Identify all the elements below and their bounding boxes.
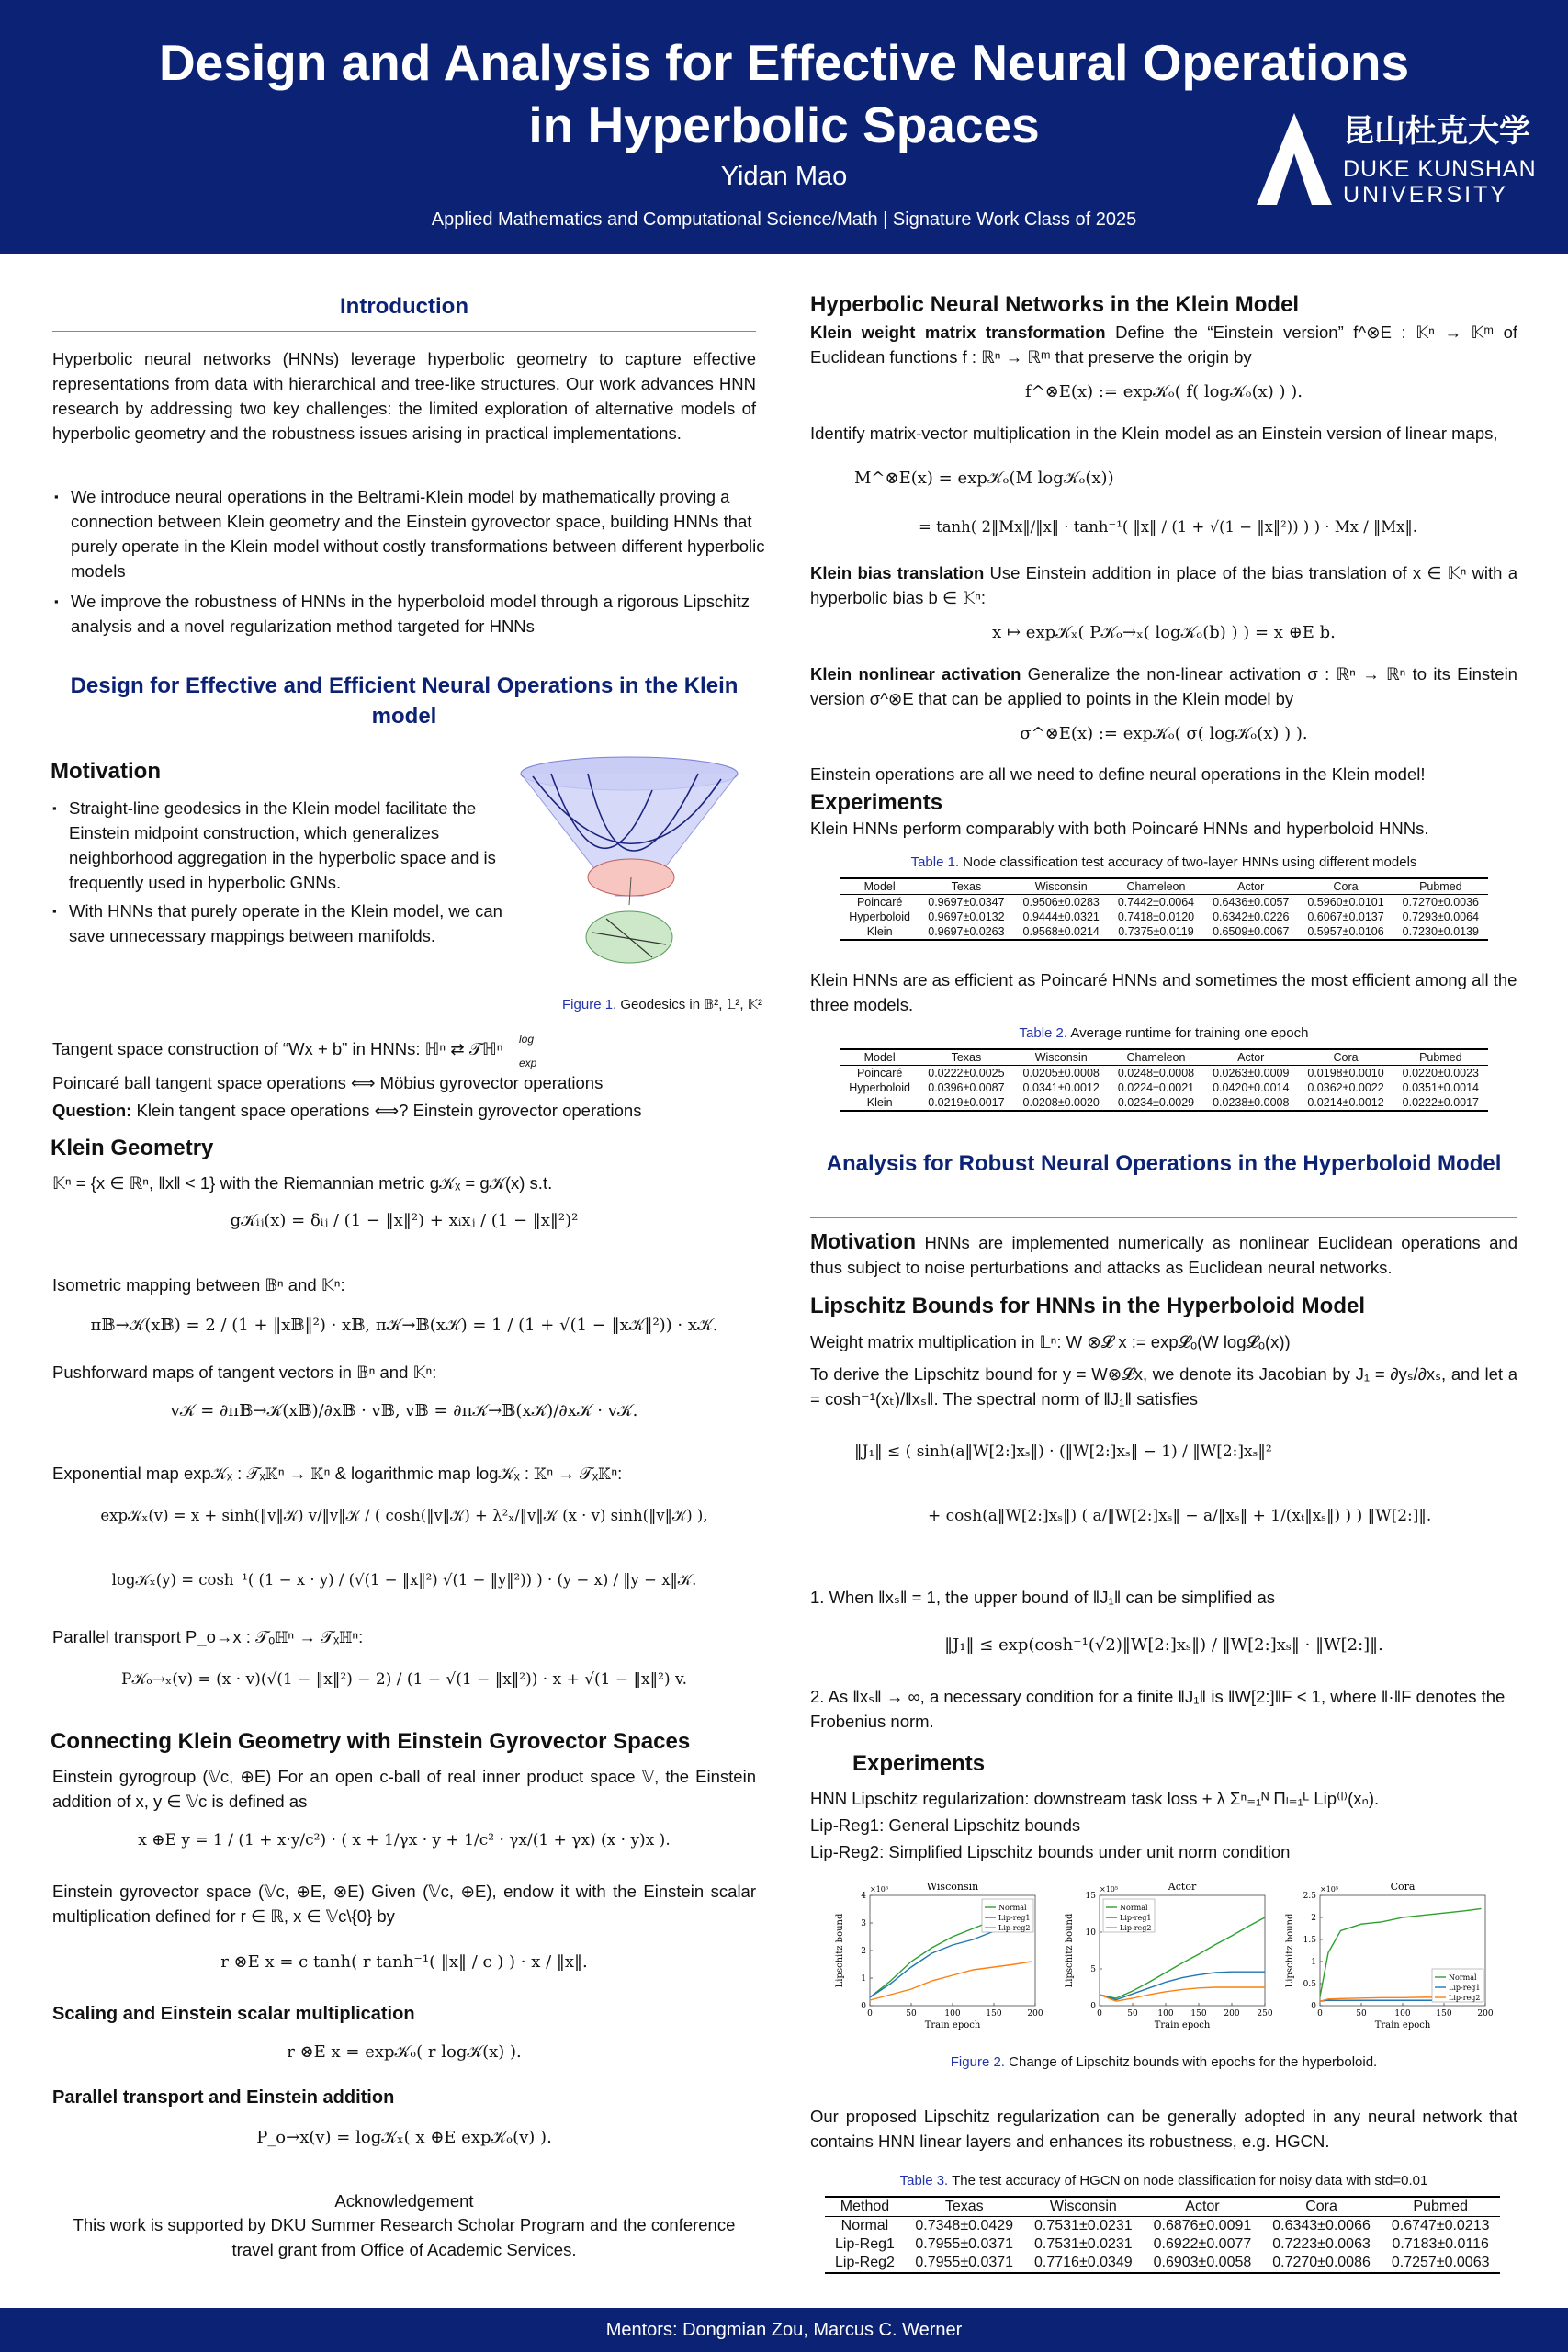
intro-heading: Introduction [340, 294, 468, 319]
y-tick-label: 1 [861, 1974, 866, 1984]
klein-bias-label: Klein bias translation [810, 563, 985, 582]
y-tick-label: 2 [861, 1947, 866, 1956]
x-tick-label: 150 [1436, 2009, 1452, 2018]
legend-label: Lip-reg1 [998, 1914, 1031, 1922]
table-cell: 0.6922±0.0077 [1153, 2236, 1252, 2252]
ack-text: This work is supported by DKU Summer Research Scholar Program and the conference travel grant from Office of Academic Services. [73, 2215, 736, 2259]
legend-label: Lip-reg1 [1120, 1914, 1152, 1922]
table-cell: Lip-Reg1 [834, 2236, 895, 2252]
table-header: Actor [1185, 2199, 1220, 2214]
scaling-eq: r ⊗E x = exp𝒦ₒ( r log𝒦(x) ). [287, 2042, 522, 2062]
author: Yidan Mao [720, 162, 848, 191]
table-cell: 0.0238±0.0008 [1213, 1096, 1290, 1109]
table-cell: 0.7348±0.0429 [915, 2218, 1014, 2233]
table-row [840, 924, 1488, 940]
lipschitz-item1: 1. When ‖xₛ‖ = 1, the upper bound of ‖J₁‖ can be simplified as [810, 1588, 1275, 1607]
lipschitz-chart-cora [1281, 1879, 1497, 2044]
lipschitz-heading: Lipschitz Bounds for HNNs in the Hyperboloid Model [810, 1294, 1365, 1318]
table-cell: 0.0222±0.0017 [1402, 1096, 1479, 1109]
series-line-lip-reg1 [1100, 1972, 1265, 1999]
table-cell: 0.0234±0.0029 [1117, 1096, 1195, 1109]
robust-motivation [810, 1229, 1517, 1280]
y-multiplier: ×10⁵ [1100, 1885, 1119, 1894]
table-cell: Lip-Reg2 [834, 2255, 895, 2270]
table-cell: 0.9444±0.0321 [1022, 910, 1100, 923]
x-axis-label: Train epoch [1374, 2020, 1431, 2030]
matvec-eq2: = tanh( 2‖Mx‖/‖x‖ · tanh⁻¹( ‖x‖ / (1 + √(1 − ‖x‖²)) ) ) · Mx / ‖Mx‖. [919, 518, 1417, 536]
table1-caption [810, 854, 1517, 870]
university-logo [1251, 106, 1554, 211]
question-text: Klein tangent space operations ⟺? Einstein gyrovector operations [131, 1101, 642, 1120]
x-tick-label: 50 [1127, 2009, 1138, 2018]
table-row [825, 2217, 1500, 2236]
mentors: Mentors: Dongmian Zou, Marcus C. Werner [605, 2320, 963, 2340]
affiliation: Applied Mathematics and Computational Science/Math | Signature Work Class of 2025 [431, 209, 1137, 230]
intro-bullet: ▪ We introduce neural operations in the Beltrami-Klein model by mathematically proving a connection between Klein geometry and the Einstein gyrovector space, building HNNs that purely operate in the Klein model without costly transformations between different hyperbolic models [71, 484, 774, 583]
klein-act-label: Klein nonlinear activation [810, 664, 1021, 684]
klein-hnn-heading: Hyperbolic Neural Networks in the Klein Model [810, 292, 1300, 317]
table-header: Chameleon [1126, 880, 1186, 893]
lipschitz-item1-eq: ‖J₁‖ ≤ exp(cosh⁻¹(√2)‖W[2:]xₛ‖) / ‖W[2:]xₛ‖ · ‖W[2:]‖. [944, 1635, 1383, 1655]
table-cell: 0.0198±0.0010 [1307, 1067, 1384, 1080]
legend-label: Lip-reg1 [1449, 1984, 1481, 1992]
tangent-line-text: Tangent space construction of “Wx + b” in HNNs: ℍⁿ ⇄ 𝒯ℍⁿ [52, 1039, 503, 1058]
lipschitz-item2: 2. As ‖xₛ‖ → ∞, a necessary condition for a finite ‖J₁‖ is ‖W[2:]‖F < 1, where ‖·‖F denotes the Frobenius norm. [810, 1687, 1506, 1731]
table-cell: 0.7716±0.0349 [1034, 2255, 1133, 2270]
isometric-label: Isometric mapping between 𝔹ⁿ and 𝕂ⁿ: [52, 1275, 345, 1295]
klein-weight-label: Klein weight matrix transformation [810, 322, 1106, 342]
question-label: Question: [52, 1101, 132, 1120]
table-cell: Klein [866, 925, 893, 938]
y-axis-label: Lipschitz bound [835, 1913, 845, 1988]
matvec-text: Identify matrix-vector multiplication in the Klein model as an Einstein version of linear maps, [810, 424, 1498, 443]
table-header: Wisconsin [1034, 1051, 1088, 1064]
y-axis-label: Lipschitz bound [1065, 1913, 1075, 1988]
x-tick-label: 100 [1157, 2009, 1174, 2018]
motivation-heading: Motivation [51, 759, 161, 784]
table-cell: 0.6436±0.0057 [1213, 896, 1290, 909]
table-cell: 0.6903±0.0058 [1153, 2255, 1252, 2270]
table-header: Cora [1333, 880, 1359, 893]
table1-caption-text: Node classification test accuracy of two-layer HNNs using different models [963, 854, 1417, 870]
table-cell: 0.7257±0.0063 [1391, 2255, 1490, 2270]
y-tick-label: 10 [1085, 1928, 1096, 1938]
table1-header-row [840, 878, 1488, 895]
table-cell: 0.6067±0.0137 [1307, 910, 1384, 923]
table-header: Actor [1237, 880, 1265, 893]
table-header: Model [863, 1051, 896, 1064]
x-tick-label: 100 [1394, 2009, 1411, 2018]
table-cell: 0.0220±0.0023 [1402, 1067, 1479, 1080]
experiments2-heading: Experiments [852, 1751, 986, 1776]
klein-weight-body: Define the “Einstein version” f^⊗E : 𝕂ⁿ → 𝕂ᵐ of Euclidean functions f : ℝⁿ → ℝᵐ that preserve the origin by [810, 322, 1517, 367]
table-cell: 0.0351±0.0014 [1402, 1081, 1479, 1094]
table1-label: Table 1. [910, 854, 960, 870]
x-tick-label: 200 [1477, 2009, 1494, 2018]
scaling-heading: Scaling and Einstein scalar multiplication [52, 2004, 415, 2024]
poincare-line: Poincaré ball tangent space operations ⟺ Möbius gyrovector operations [52, 1073, 604, 1092]
intro-bullets [52, 484, 774, 639]
exp-map-eq: exp𝒦ₓ(v) = x + sinh(‖v‖𝒦) v/‖v‖𝒦 / ( cosh(‖v‖𝒦) + λ²ₓ/‖v‖𝒦 (x · v) sinh(‖v‖𝒦) ), [100, 1507, 708, 1524]
conclusion-text: Our proposed Lipschitz regularization can be generally adopted in any neural network that contains HNN linear layers and enhances its robustness, e.g. HGCN. [810, 2107, 1517, 2151]
table-header: Cora [1333, 1051, 1359, 1064]
intro-rule [52, 331, 756, 332]
ptadd-eq: P_o→x(v) = log𝒦ₓ( x ⊕E exp𝒦ₒ(v) ). [256, 2128, 552, 2147]
lipschitz-bound-eq2: + cosh(a‖W[2:]xₛ‖) ( a/‖W[2:]xₛ‖ − a/‖xₛ‖ + 1/(xₜ‖xₛ‖) ) ) ‖W[2:]‖. [928, 1507, 1432, 1525]
poster-header [0, 0, 1568, 254]
x-tick-label: 50 [1356, 2009, 1367, 2018]
intro-bullet: ▪ We improve the robustness of HNNs in the hyperboloid model through a rigorous Lipschitz analysis and a novel regularization method targeted for HNNs [71, 589, 774, 639]
exp-log-label: Exponential map exp𝒦ₓ : 𝒯ₓ𝕂ⁿ → 𝕂ⁿ & logarithmic map log𝒦ₓ : 𝕂ⁿ → 𝒯ₓ𝕂ⁿ: [52, 1464, 623, 1483]
figure2-caption-text: Change of Lipschitz bounds with epochs for the hyperboloid. [1009, 2054, 1378, 2070]
table-header: Texas [951, 1051, 982, 1064]
table2-caption [810, 1025, 1517, 1041]
x-tick-label: 0 [1097, 2009, 1102, 2018]
y-tick-label: 0 [1090, 2002, 1096, 2011]
table3-caption [810, 2173, 1517, 2188]
table-cell: 0.7531±0.0231 [1034, 2236, 1133, 2252]
table-cell: 0.0214±0.0012 [1307, 1096, 1384, 1109]
legend-label: Normal [1449, 1973, 1477, 1982]
logo-triangle-icon [1251, 106, 1338, 207]
table-cell: 0.0248±0.0008 [1117, 1067, 1195, 1080]
table-cell: 0.7442±0.0064 [1117, 896, 1195, 909]
y-tick-label: 1 [1311, 1958, 1316, 1967]
x-tick-label: 0 [867, 2009, 873, 2018]
klein-closing: Einstein operations are all we need to define neural operations in the Klein model! [810, 764, 1426, 784]
y-tick-label: 1.5 [1303, 1936, 1316, 1945]
table-header: Pubmed [1413, 2199, 1468, 2214]
x-tick-label: 150 [986, 2009, 1002, 2018]
legend-label: Normal [1120, 1904, 1148, 1912]
regularization-text: HNN Lipschitz regularization: downstream task loss + λ Σⁿ₌₁ᴺ Πₗ₌₁ᴸ Lip⁽ˡ⁾(xₙ). [810, 1789, 1380, 1808]
x-axis-label: Train epoch [924, 2020, 981, 2030]
figure1-geodesics [514, 753, 744, 978]
y-axis-label: Lipschitz bound [1285, 1913, 1295, 1988]
poster-title-line2: in Hyperbolic Spaces [528, 96, 1040, 153]
table-cell: 0.7955±0.0371 [915, 2255, 1014, 2270]
robust-rule [810, 1217, 1517, 1218]
table-row [825, 2235, 1500, 2254]
table-cell: Normal [840, 2218, 889, 2233]
logo-english-name-1: DUKE KUNSHAN [1343, 156, 1537, 182]
figure1-caption [514, 996, 762, 1012]
table-cell: Hyperboloid [849, 1081, 910, 1094]
logo-english-name-2: UNIVERSITY [1343, 182, 1509, 208]
tangent-exp: exp [519, 1057, 537, 1069]
y-tick-label: 2 [1311, 1914, 1316, 1923]
table-cell: Poincaré [856, 1067, 903, 1080]
table-header: Cora [1305, 2199, 1337, 2214]
tangent-line [52, 1033, 756, 1069]
table2 [840, 1048, 1488, 1112]
jacobian-text: To derive the Lipschitz bound for y = W⊗𝓛x, we denote its Jacobian by J₁ = ∂yₛ/∂xₛ, and let a = cosh⁻¹(xₜ)/‖xₛ‖. The spectral norm of ‖J₁‖ satisfies [810, 1364, 1517, 1408]
log-map-eq: log𝒦ₓ(y) = cosh⁻¹( (1 − x · y) / (√(1 − ‖x‖²) √(1 − ‖y‖²)) ) · (y − x) / ‖y − x‖𝒦. [111, 1571, 697, 1589]
y-tick-label: 0 [861, 2002, 866, 2011]
klein-definition: 𝕂ⁿ = {x ∈ ℝⁿ, ‖x‖ < 1} with the Riemannian metric g𝒦ₓ = g𝒦(x) s.t. [52, 1173, 553, 1193]
table-cell: 0.6509±0.0067 [1213, 925, 1290, 938]
table-header: Pubmed [1419, 1051, 1462, 1064]
motivation-bullet: ▪ Straight-line geodesics in the Klein model facilitate the Einstein midpoint construction, which generalizes neighborhood aggregation in the hyperbolic space and is frequently used in hyperbolic GNNs. [69, 796, 510, 895]
table-cell: 0.9697±0.0132 [928, 910, 1005, 923]
table-cell: 0.5957±0.0106 [1307, 925, 1384, 938]
table-cell: 0.7531±0.0231 [1034, 2218, 1133, 2233]
y-tick-label: 15 [1085, 1892, 1096, 1901]
klein-metric-eq: g𝒦ᵢⱼ(x) = δᵢⱼ / (1 − ‖x‖²) + xᵢxⱼ / (1 − ‖x‖²)² [230, 1211, 579, 1230]
table-cell: Poincaré [856, 896, 903, 909]
motivation-bullet: ▪ With HNNs that purely operate in the Klein model, we can save unnecessary mappings between manifolds. [69, 899, 510, 948]
table-header: Pubmed [1419, 880, 1462, 893]
table-cell: 0.0222±0.0025 [928, 1067, 1005, 1080]
table-row [840, 1066, 1488, 1081]
table-row [840, 895, 1488, 910]
figure1-label: Figure 1. [562, 997, 617, 1012]
lip-reg2-text: Lip-Reg2: Simplified Lipschitz bounds under unit norm condition [810, 1842, 1291, 1861]
logo-chinese-name: 昆山杜克大学 [1343, 113, 1530, 150]
klein-act-eq: σ^⊗E(x) := exp𝒦ₒ( σ( log𝒦ₒ(x) ) ). [1020, 724, 1308, 743]
table-cell: 0.7230±0.0139 [1402, 925, 1479, 938]
y-tick-label: 4 [861, 1892, 866, 1901]
efficiency-text: Klein HNNs are as efficient as Poincaré HNNs and sometimes the most efficient among all the three models. [810, 970, 1517, 1014]
table-cell: 0.6342±0.0226 [1213, 910, 1290, 923]
table-header: Model [863, 880, 896, 893]
table-cell: 0.6343±0.0066 [1272, 2218, 1371, 2233]
table-header: Method [840, 2199, 890, 2214]
gyrogroup-text: Einstein gyrogroup (𝕍c, ⊕E) For an open c-ball of real inner product space 𝕍, the Einstein addition of x, y ∈ 𝕍c is defined as [52, 1767, 756, 1811]
klein-geometry-heading: Klein Geometry [51, 1136, 214, 1160]
design-heading: Design for Effective and Efficient Neural Operations in the Klein model [70, 673, 739, 729]
x-axis-label: Train epoch [1154, 2020, 1211, 2030]
poster-footer [0, 2308, 1568, 2352]
series-line-lip-reg1 [870, 1923, 1032, 1997]
y-multiplier: ×10⁶ [870, 1885, 889, 1894]
x-tick-label: 200 [1224, 2009, 1240, 2018]
matvec-eq1: M^⊗E(x) = exp𝒦ₒ(M log𝒦ₒ(x)) [854, 469, 1114, 488]
legend-label: Lip-reg2 [998, 1924, 1031, 1932]
table-cell: 0.5960±0.0101 [1307, 896, 1384, 909]
figure2-label: Figure 2. [950, 2054, 1005, 2070]
table-cell: 0.9506±0.0283 [1022, 896, 1100, 909]
table-cell: 0.7293±0.0064 [1402, 910, 1479, 923]
parallel-transport-eq: P𝒦ₒ→ₓ(v) = (x · v)(√(1 − ‖x‖²) − 2) / (1 − √(1 − ‖x‖²)) · x + √(1 − ‖x‖²) v. [121, 1670, 687, 1689]
y-tick-label: 0 [1311, 2002, 1316, 2011]
hyperboloid-weight-text: Weight matrix multiplication in 𝕃ⁿ: W ⊗𝓛 x := exp𝓛ₒ(W log𝓛ₒ(x)) [810, 1332, 1291, 1351]
table-cell: Klein [866, 1096, 893, 1109]
klein-bias-body: Use Einstein addition in place of the bias translation of x ∈ 𝕂ⁿ with a hyperbolic bias b ∈ 𝕂ⁿ: [810, 563, 1517, 607]
legend-label: Lip-reg2 [1120, 1924, 1152, 1932]
chart-title: Cora [1390, 1881, 1416, 1893]
table-cell: 0.0420±0.0014 [1213, 1081, 1290, 1094]
table-header: Wisconsin [1049, 2199, 1117, 2214]
motivation-bullets [51, 796, 510, 948]
figure2-caption [810, 2054, 1517, 2070]
x-tick-label: 100 [944, 2009, 961, 2018]
table-cell: 0.6876±0.0091 [1153, 2218, 1252, 2233]
klein-act-body: Generalize the non-linear activation σ : ℝⁿ → ℝⁿ to its Einstein version σ^⊗E that can be applied to points in the Klein model by [810, 664, 1517, 708]
table-header: Wisconsin [1034, 880, 1088, 893]
y-tick-label: 3 [861, 1919, 866, 1928]
legend-label: Lip-reg2 [1449, 1994, 1481, 2002]
table-cell: Hyperboloid [849, 910, 910, 923]
table-row [840, 1080, 1488, 1095]
robust-motivation-label: Motivation [810, 1229, 916, 1253]
lipschitz-chart-actor [1061, 1879, 1277, 2044]
connect-heading: Connecting Klein Geometry with Einstein Gyrovector Spaces [51, 1729, 691, 1754]
table-cell: 0.9697±0.0263 [928, 925, 1005, 938]
table-row [840, 910, 1488, 924]
x-tick-label: 150 [1190, 2009, 1207, 2018]
table-header: Chameleon [1126, 1051, 1186, 1064]
table-cell: 0.6747±0.0213 [1391, 2218, 1490, 2233]
table-cell: 0.0362±0.0022 [1307, 1081, 1384, 1094]
table-cell: 0.9568±0.0214 [1022, 925, 1100, 938]
experiments1-text: Klein HNNs perform comparably with both Poincaré HNNs and hyperboloid HNNs. [810, 819, 1429, 838]
lip-reg1-text: Lip-Reg1: General Lipschitz bounds [810, 1815, 1081, 1835]
lipschitz-chart-wisconsin [831, 1879, 1047, 2044]
tangent-log: log [519, 1033, 535, 1046]
einstein-addition-eq: x ⊕E y = 1 / (1 + x·y/c²) · ( x + 1/γx · y + 1/c² · γx/(1 + γx) (x · y)x ). [138, 1831, 671, 1849]
einstein-scalar-eq: r ⊗E x = c tanh( r tanh⁻¹( ‖x‖ / c ) ) · x / ‖x‖. [220, 1952, 588, 1972]
table-cell: 0.0219±0.0017 [928, 1096, 1005, 1109]
y-tick-label: 5 [1090, 1965, 1096, 1974]
robust-motivation-body: HNNs are implemented numerically as nonlinear Euclidean operations and thus subject to noise perturbations and attacks as Euclidean neural networks. [810, 1233, 1517, 1277]
table-row [840, 1095, 1488, 1111]
table-cell: 0.0341±0.0012 [1022, 1081, 1100, 1094]
question-line [52, 1098, 756, 1123]
x-tick-label: 0 [1317, 2009, 1323, 2018]
klein-bias-text [810, 560, 1517, 610]
y-tick-label: 2.5 [1303, 1892, 1316, 1901]
lipschitz-bound-eq1: ‖J₁‖ ≤ ( sinh(a‖W[2:]xₛ‖) · (‖W[2:]xₛ‖ − 1) / ‖W[2:]xₛ‖² [854, 1442, 1272, 1461]
gyrovector-text: Einstein gyrovector space (𝕍c, ⊕E, ⊗E) Given (𝕍c, ⊕E), endow it with the Einstein scalar multiplication defined for r ∈ ℝ, x ∈ 𝕍c\{0} by [52, 1882, 756, 1926]
x-tick-label: 200 [1027, 2009, 1043, 2018]
chart-title: Actor [1168, 1881, 1197, 1893]
ack-heading: Acknowledgement [334, 2191, 474, 2211]
einstein-version-eq: f^⊗E(x) := exp𝒦ₒ( f( log𝒦ₒ(x) ) ). [1024, 382, 1303, 401]
table1 [840, 877, 1488, 941]
table3-caption-text: The test accuracy of HGCN on node classification for noisy data with std=0.01 [952, 2173, 1428, 2188]
table-cell: 0.0205±0.0008 [1022, 1067, 1100, 1080]
table-cell: 0.7418±0.0120 [1117, 910, 1195, 923]
chart-title: Wisconsin [926, 1881, 979, 1893]
table-cell: 0.7270±0.0086 [1272, 2255, 1371, 2270]
table2-caption-text: Average runtime for training one epoch [1070, 1025, 1309, 1041]
y-tick-label: 0.5 [1303, 1980, 1316, 1989]
table-cell: 0.0208±0.0020 [1022, 1096, 1100, 1109]
table-cell: 0.0224±0.0021 [1117, 1081, 1195, 1094]
ptadd-heading: Parallel transport and Einstein addition [52, 2087, 395, 2108]
y-multiplier: ×10⁵ [1320, 1885, 1339, 1894]
table-header: Texas [951, 880, 982, 893]
table-cell: 0.9697±0.0347 [928, 896, 1005, 909]
table2-label: Table 2. [1019, 1025, 1068, 1041]
x-tick-label: 50 [906, 2009, 917, 2018]
intro-paragraph: Hyperbolic neural networks (HNNs) leverage hyperbolic geometry to capture effective representations from data with hierarchical and tree-like structures. Our work advances HNN research by addressing two key challenges: the limited exploration of alternative models of hyperbolic geometry and the robustness issues arising in practical implementations. [52, 349, 756, 443]
table-cell: 0.7270±0.0036 [1402, 896, 1479, 909]
isometric-eq: π𝔹→𝒦(x𝔹) = 2 / (1 + ‖x𝔹‖²) · x𝔹, π𝒦→𝔹(x𝒦) = 1 / (1 + √(1 − ‖x𝒦‖²)) · x𝒦. [90, 1316, 718, 1335]
table-header: Actor [1237, 1051, 1265, 1064]
table-cell: 0.0263±0.0009 [1213, 1067, 1290, 1080]
parallel-transport-label: Parallel transport P_o→x : 𝒯ₒℍⁿ → 𝒯ₓℍⁿ: [52, 1627, 364, 1646]
poster-title-line1: Design and Analysis for Effective Neural Operations [158, 34, 1410, 91]
table-cell: 0.0396±0.0087 [928, 1081, 1005, 1094]
robust-heading: Analysis for Robust Neural Operations in the Hyperboloid Model [826, 1151, 1502, 1176]
klein-weight-text [810, 320, 1517, 369]
table3-header-row [825, 2197, 1500, 2217]
table-header: Texas [944, 2199, 984, 2214]
x-tick-label: 250 [1257, 2009, 1273, 2018]
table-cell: 0.7183±0.0116 [1392, 2236, 1489, 2252]
table-cell: 0.7955±0.0371 [915, 2236, 1014, 2252]
pushforward-eq: v𝒦 = ∂π𝔹→𝒦(x𝔹)/∂x𝔹 · v𝔹, v𝔹 = ∂π𝒦→𝔹(x𝒦)/∂x𝒦 · v𝒦. [170, 1401, 638, 1420]
table3-label: Table 3. [899, 2173, 949, 2188]
table-cell: 0.7375±0.0119 [1118, 925, 1194, 938]
figure1-caption-text: Geodesics in 𝔹², 𝕃², 𝕂² [620, 997, 762, 1012]
experiments1-heading: Experiments [810, 790, 943, 815]
table-row [825, 2254, 1500, 2273]
table2-header-row [840, 1049, 1488, 1066]
table-cell: 0.7223±0.0063 [1272, 2236, 1371, 2252]
legend-label: Normal [998, 1904, 1027, 1912]
pushforward-label: Pushforward maps of tangent vectors in 𝔹ⁿ and 𝕂ⁿ: [52, 1363, 437, 1382]
table3 [825, 2196, 1500, 2274]
klein-bias-eq: x ↦ exp𝒦ₓ( P𝒦ₒ→ₓ( log𝒦ₒ(b) ) ) = x ⊕E b. [992, 623, 1336, 642]
klein-act-text [810, 662, 1517, 711]
